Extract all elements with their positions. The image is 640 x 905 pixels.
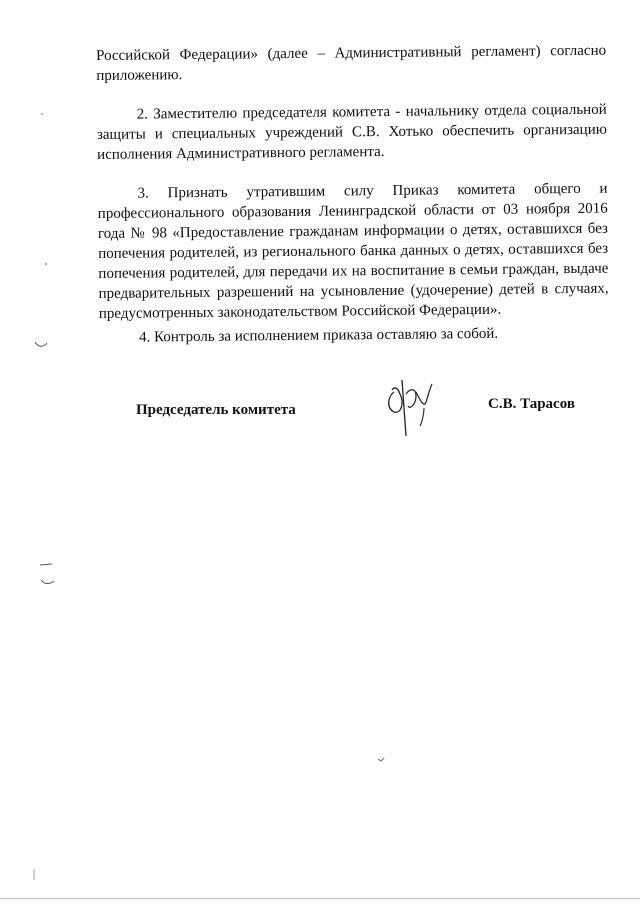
paragraph-2: 2. Заместителю председателя комитета - начальнику отдела социальной защиты и специальных учреждений С.В. Хотько обеспечить организацию исполнения Административного регламента.	[96, 101, 607, 163]
paragraph-1-continuation: Российской Федерации» (далее – Административный регламент) согласно приложению.	[96, 42, 607, 84]
paragraph-3: 3. Признать утратившим силу Приказ комитета общего и профессионального образования Ленинградской области от 03 ноября 2016 года № 98 «Предоставление гражданам информации о детях, оставшихся без попечения родителей, из регионального банка данных о детях, оставшихся без попечения родителей, для передачи их на воспитание в семьи граждан, выдаче предварительных разрешений на усыновление (удочерение) детей в случаях, предусмотренных законодательством Российской Федерации».	[97, 180, 609, 322]
scan-artifact-dot	[44, 262, 48, 266]
signature-block	[136, 396, 596, 456]
scan-artifact-mark	[38, 562, 56, 588]
scan-artifact-mark	[34, 340, 48, 350]
scan-artifact-dot	[377, 756, 385, 764]
paragraph-4: 4. Контроль за исполнением приказа оставляю за собой.	[138, 325, 499, 346]
scan-artifact-dot	[40, 112, 44, 116]
scan-artifact-dot	[30, 868, 38, 882]
signatory-name: С.В. Тарасов	[488, 396, 575, 412]
scan-bottom-edge	[0, 898, 640, 899]
signatory-title: Председатель комитета	[136, 402, 296, 418]
document-body	[96, 41, 609, 348]
handwritten-signature	[380, 374, 440, 444]
